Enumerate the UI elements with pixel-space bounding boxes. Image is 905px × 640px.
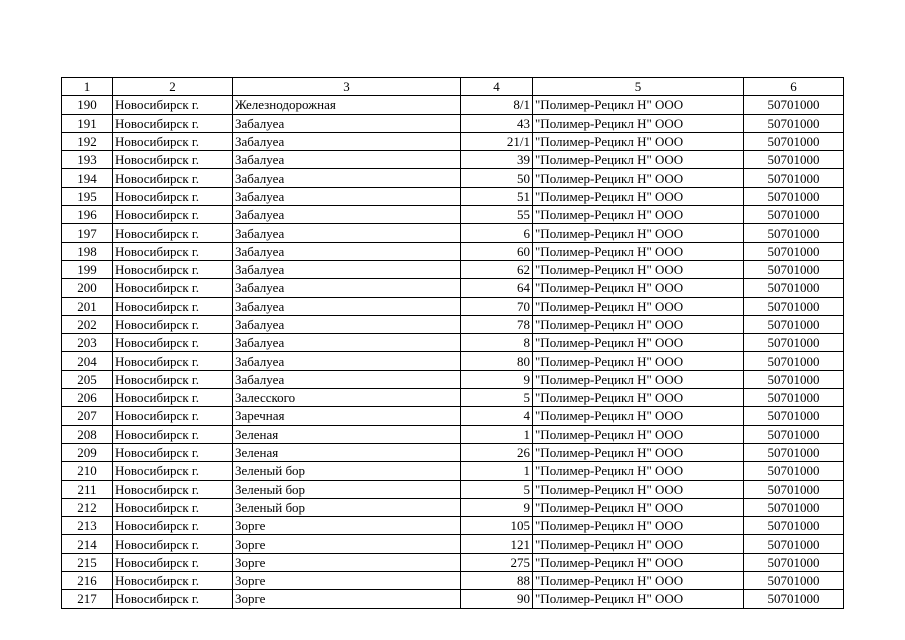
row-number-cell: 205 [62, 370, 113, 388]
organization-cell: "Полимер-Рецикл Н" ООО [533, 334, 744, 352]
column-header: 6 [744, 78, 844, 96]
code-cell: 50701000 [744, 132, 844, 150]
organization-cell: "Полимер-Рецикл Н" ООО [533, 407, 744, 425]
row-number-cell: 190 [62, 96, 113, 114]
row-number-cell: 191 [62, 114, 113, 132]
organization-cell: "Полимер-Рецикл Н" ООО [533, 132, 744, 150]
city-cell: Новосибирск г. [113, 224, 233, 242]
column-header: 4 [461, 78, 533, 96]
table-row [62, 242, 844, 260]
code-cell: 50701000 [744, 590, 844, 608]
table-row [62, 590, 844, 608]
street-cell: Зорге [233, 553, 461, 571]
table-row [62, 132, 844, 150]
organization-cell: "Полимер-Рецикл Н" ООО [533, 279, 744, 297]
street-cell: Забалуеа [233, 114, 461, 132]
street-cell: Забалуеа [233, 224, 461, 242]
code-cell: 50701000 [744, 498, 844, 516]
row-number-cell: 216 [62, 572, 113, 590]
street-cell: Забалуеа [233, 334, 461, 352]
column-header: 2 [113, 78, 233, 96]
street-cell: Зеленый бор [233, 498, 461, 516]
street-cell: Забалуеа [233, 169, 461, 187]
organization-cell: "Полимер-Рецикл Н" ООО [533, 187, 744, 205]
city-cell: Новосибирск г. [113, 535, 233, 553]
street-cell: Забалуеа [233, 206, 461, 224]
code-cell: 50701000 [744, 279, 844, 297]
street-cell: Зеленая [233, 443, 461, 461]
table-row [62, 498, 844, 516]
row-number-cell: 197 [62, 224, 113, 242]
city-cell: Новосибирск г. [113, 553, 233, 571]
organization-cell: "Полимер-Рецикл Н" ООО [533, 389, 744, 407]
street-cell: Зорге [233, 517, 461, 535]
table-body [62, 78, 844, 609]
street-cell: Зорге [233, 590, 461, 608]
house-number-cell: 275 [461, 553, 533, 571]
house-number-cell: 4 [461, 407, 533, 425]
table-row [62, 334, 844, 352]
row-number-cell: 212 [62, 498, 113, 516]
table-row [62, 114, 844, 132]
row-number-cell: 204 [62, 352, 113, 370]
organization-cell: "Полимер-Рецикл Н" ООО [533, 572, 744, 590]
city-cell: Новосибирск г. [113, 389, 233, 407]
house-number-cell: 6 [461, 224, 533, 242]
column-header: 3 [233, 78, 461, 96]
row-number-cell: 214 [62, 535, 113, 553]
city-cell: Новосибирск г. [113, 462, 233, 480]
street-cell: Забалуеа [233, 352, 461, 370]
organization-cell: "Полимер-Рецикл Н" ООО [533, 206, 744, 224]
street-cell: Залесского [233, 389, 461, 407]
organization-cell: "Полимер-Рецикл Н" ООО [533, 114, 744, 132]
code-cell: 50701000 [744, 169, 844, 187]
table-row [62, 425, 844, 443]
city-cell: Новосибирск г. [113, 297, 233, 315]
house-number-cell: 70 [461, 297, 533, 315]
row-number-cell: 192 [62, 132, 113, 150]
house-number-cell: 121 [461, 535, 533, 553]
street-cell: Забалуеа [233, 260, 461, 278]
city-cell: Новосибирск г. [113, 260, 233, 278]
city-cell: Новосибирск г. [113, 480, 233, 498]
city-cell: Новосибирск г. [113, 242, 233, 260]
code-cell: 50701000 [744, 553, 844, 571]
table-row [62, 260, 844, 278]
street-cell: Зорге [233, 572, 461, 590]
organization-cell: "Полимер-Рецикл Н" ООО [533, 297, 744, 315]
city-cell: Новосибирск г. [113, 169, 233, 187]
column-header: 1 [62, 78, 113, 96]
row-number-cell: 198 [62, 242, 113, 260]
organization-cell: "Полимер-Рецикл Н" ООО [533, 480, 744, 498]
code-cell: 50701000 [744, 297, 844, 315]
table-row [62, 443, 844, 461]
table-row [62, 535, 844, 553]
row-number-cell: 201 [62, 297, 113, 315]
code-cell: 50701000 [744, 315, 844, 333]
city-cell: Новосибирск г. [113, 407, 233, 425]
house-number-cell: 1 [461, 462, 533, 480]
city-cell: Новосибирск г. [113, 206, 233, 224]
code-cell: 50701000 [744, 480, 844, 498]
house-number-cell: 39 [461, 151, 533, 169]
organization-cell: "Полимер-Рецикл Н" ООО [533, 535, 744, 553]
street-cell: Забалуеа [233, 151, 461, 169]
organization-cell: "Полимер-Рецикл Н" ООО [533, 352, 744, 370]
house-number-cell: 105 [461, 517, 533, 535]
city-cell: Новосибирск г. [113, 114, 233, 132]
house-number-cell: 1 [461, 425, 533, 443]
house-number-cell: 51 [461, 187, 533, 205]
city-cell: Новосибирск г. [113, 352, 233, 370]
table-row [62, 315, 844, 333]
organization-cell: "Полимер-Рецикл Н" ООО [533, 96, 744, 114]
code-cell: 50701000 [744, 242, 844, 260]
column-number-row [62, 78, 844, 96]
table-row [62, 352, 844, 370]
code-cell: 50701000 [744, 517, 844, 535]
street-cell: Забалуеа [233, 315, 461, 333]
table-row [62, 96, 844, 114]
table-row [62, 370, 844, 388]
code-cell: 50701000 [744, 224, 844, 242]
table-row [62, 187, 844, 205]
organization-cell: "Полимер-Рецикл Н" ООО [533, 425, 744, 443]
code-cell: 50701000 [744, 535, 844, 553]
house-number-cell: 78 [461, 315, 533, 333]
city-cell: Новосибирск г. [113, 279, 233, 297]
organization-cell: "Полимер-Рецикл Н" ООО [533, 462, 744, 480]
table-row [62, 297, 844, 315]
city-cell: Новосибирск г. [113, 334, 233, 352]
code-cell: 50701000 [744, 260, 844, 278]
street-cell: Забалуеа [233, 279, 461, 297]
row-number-cell: 209 [62, 443, 113, 461]
house-number-cell: 50 [461, 169, 533, 187]
table-row [62, 224, 844, 242]
row-number-cell: 207 [62, 407, 113, 425]
table-row [62, 462, 844, 480]
city-cell: Новосибирск г. [113, 443, 233, 461]
row-number-cell: 211 [62, 480, 113, 498]
street-cell: Зорге [233, 535, 461, 553]
street-cell: Забалуеа [233, 132, 461, 150]
house-number-cell: 9 [461, 370, 533, 388]
house-number-cell: 8/1 [461, 96, 533, 114]
organization-cell: "Полимер-Рецикл Н" ООО [533, 151, 744, 169]
house-number-cell: 8 [461, 334, 533, 352]
organization-cell: "Полимер-Рецикл Н" ООО [533, 260, 744, 278]
organization-cell: "Полимер-Рецикл Н" ООО [533, 370, 744, 388]
organization-cell: "Полимер-Рецикл Н" ООО [533, 498, 744, 516]
street-cell: Железнодорожная [233, 96, 461, 114]
table-row [62, 279, 844, 297]
code-cell: 50701000 [744, 389, 844, 407]
house-number-cell: 43 [461, 114, 533, 132]
house-number-cell: 90 [461, 590, 533, 608]
organization-cell: "Полимер-Рецикл Н" ООО [533, 443, 744, 461]
house-number-cell: 5 [461, 480, 533, 498]
table-row [62, 389, 844, 407]
house-number-cell: 5 [461, 389, 533, 407]
house-number-cell: 60 [461, 242, 533, 260]
street-cell: Зеленый бор [233, 462, 461, 480]
row-number-cell: 206 [62, 389, 113, 407]
house-number-cell: 64 [461, 279, 533, 297]
city-cell: Новосибирск г. [113, 370, 233, 388]
street-cell: Заречная [233, 407, 461, 425]
row-number-cell: 215 [62, 553, 113, 571]
organization-cell: "Полимер-Рецикл Н" ООО [533, 224, 744, 242]
code-cell: 50701000 [744, 334, 844, 352]
street-cell: Зеленый бор [233, 480, 461, 498]
code-cell: 50701000 [744, 443, 844, 461]
table-row [62, 517, 844, 535]
table-row [62, 206, 844, 224]
organization-cell: "Полимер-Рецикл Н" ООО [533, 315, 744, 333]
table-row [62, 480, 844, 498]
table-row [62, 407, 844, 425]
house-number-cell: 88 [461, 572, 533, 590]
street-cell: Зеленая [233, 425, 461, 443]
code-cell: 50701000 [744, 425, 844, 443]
row-number-cell: 208 [62, 425, 113, 443]
city-cell: Новосибирск г. [113, 96, 233, 114]
city-cell: Новосибирск г. [113, 315, 233, 333]
code-cell: 50701000 [744, 187, 844, 205]
table-row [62, 151, 844, 169]
organization-cell: "Полимер-Рецикл Н" ООО [533, 590, 744, 608]
code-cell: 50701000 [744, 96, 844, 114]
house-number-cell: 26 [461, 443, 533, 461]
row-number-cell: 195 [62, 187, 113, 205]
code-cell: 50701000 [744, 572, 844, 590]
code-cell: 50701000 [744, 151, 844, 169]
organization-cell: "Полимер-Рецикл Н" ООО [533, 553, 744, 571]
row-number-cell: 193 [62, 151, 113, 169]
table-row [62, 572, 844, 590]
row-number-cell: 196 [62, 206, 113, 224]
row-number-cell: 202 [62, 315, 113, 333]
code-cell: 50701000 [744, 114, 844, 132]
organization-cell: "Полимер-Рецикл Н" ООО [533, 242, 744, 260]
house-number-cell: 80 [461, 352, 533, 370]
city-cell: Новосибирск г. [113, 572, 233, 590]
street-cell: Забалуеа [233, 297, 461, 315]
city-cell: Новосибирск г. [113, 517, 233, 535]
city-cell: Новосибирск г. [113, 590, 233, 608]
code-cell: 50701000 [744, 370, 844, 388]
row-number-cell: 217 [62, 590, 113, 608]
row-number-cell: 203 [62, 334, 113, 352]
city-cell: Новосибирск г. [113, 132, 233, 150]
row-number-cell: 194 [62, 169, 113, 187]
row-number-cell: 200 [62, 279, 113, 297]
street-cell: Забалуеа [233, 187, 461, 205]
city-cell: Новосибирск г. [113, 498, 233, 516]
column-header: 5 [533, 78, 744, 96]
house-number-cell: 21/1 [461, 132, 533, 150]
house-number-cell: 55 [461, 206, 533, 224]
code-cell: 50701000 [744, 352, 844, 370]
table-row [62, 553, 844, 571]
row-number-cell: 199 [62, 260, 113, 278]
house-number-cell: 62 [461, 260, 533, 278]
city-cell: Новосибирск г. [113, 425, 233, 443]
organization-cell: "Полимер-Рецикл Н" ООО [533, 517, 744, 535]
code-cell: 50701000 [744, 462, 844, 480]
city-cell: Новосибирск г. [113, 187, 233, 205]
house-number-cell: 9 [461, 498, 533, 516]
table-row [62, 169, 844, 187]
registry-table [61, 77, 844, 609]
row-number-cell: 213 [62, 517, 113, 535]
organization-cell: "Полимер-Рецикл Н" ООО [533, 169, 744, 187]
row-number-cell: 210 [62, 462, 113, 480]
street-cell: Забалуеа [233, 370, 461, 388]
city-cell: Новосибирск г. [113, 151, 233, 169]
code-cell: 50701000 [744, 206, 844, 224]
code-cell: 50701000 [744, 407, 844, 425]
street-cell: Забалуеа [233, 242, 461, 260]
